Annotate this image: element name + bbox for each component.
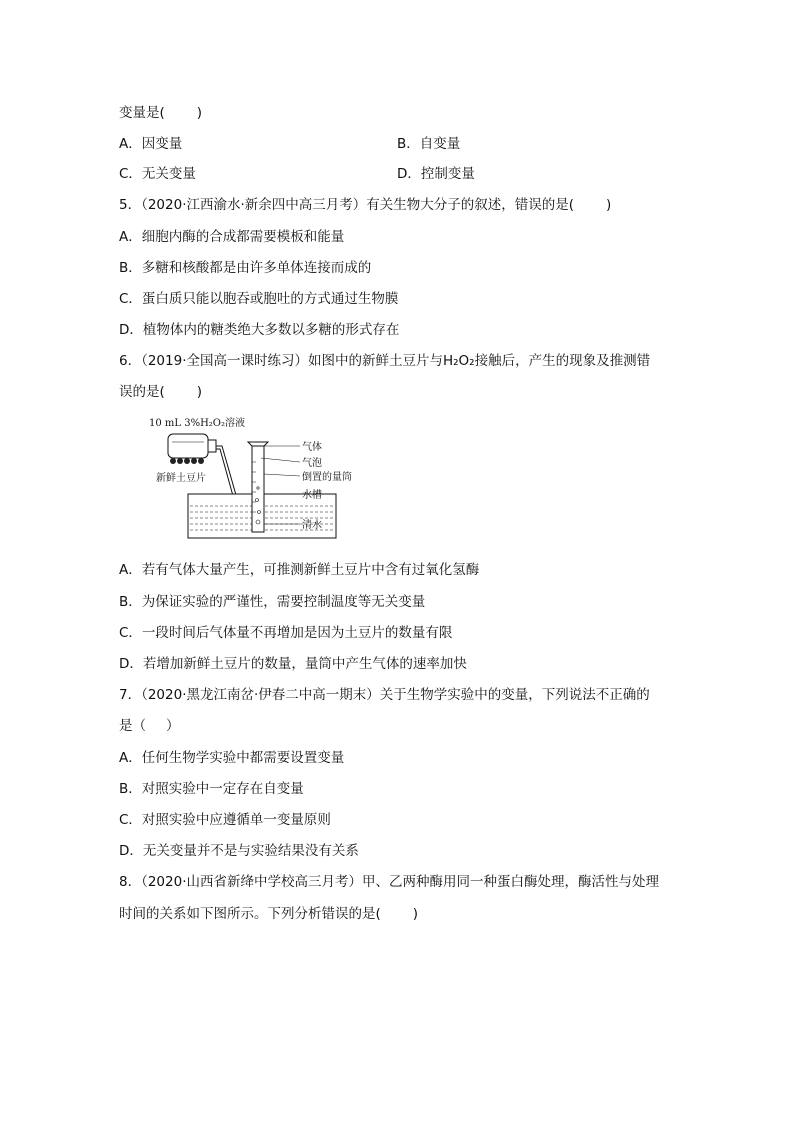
q4-option-d: D．控制变量 [397, 166, 475, 182]
q8-stem-line1: 8．（2020·山西省新绛中学校高三月考）甲、乙两种酶用同一种蛋白酶处理，酶活性与处理 [119, 874, 659, 890]
q7-option-b: B．对照实验中一定存在自变量 [119, 781, 304, 797]
q7-stem-line2: 是（ ） [119, 718, 180, 734]
figure-label-water: 清水 [302, 520, 322, 531]
q6-option-b: B．为保证实验的严谨性，需要控制温度等无关变量 [119, 594, 426, 610]
q5-stem: 5．（2020·江西渝水·新余四中高三月考）有关生物大分子的叙述，错误的是( ) [119, 197, 612, 213]
figure-label-gas: 气体 [302, 442, 322, 453]
q5-option-a: A．细胞内酶的合成都需要模板和能量 [119, 229, 345, 245]
q6-stem-line1: 6．（2019·全国高一课时练习）如图中的新鲜土豆片与H₂O₂接触后，产生的现象及推测错 [119, 353, 651, 369]
figure-label-bubble: 气泡 [302, 458, 322, 469]
q5-option-b: B．多糖和核酸都是由许多单体连接而成的 [119, 260, 372, 276]
q7-option-d: D．无关变量并不是与实验结果没有关系 [119, 843, 359, 859]
q8-stem-line2: 时间的关系如下图所示。下列分析错误的是( ) [119, 906, 419, 922]
figure-label-cylinder: 倒置的量筒 [302, 472, 352, 483]
experiment-figure [140, 412, 360, 542]
bottle-neck [208, 440, 216, 452]
q6-stem-line2: 误的是( ) [119, 384, 203, 400]
figure-label-h2o2: 10 mL 3%H₂O₂溶液 [149, 418, 246, 429]
potato-slices [170, 458, 204, 464]
bottle-body [168, 434, 208, 458]
q4-option-c: C．无关变量 [119, 166, 196, 182]
q4-option-b: B．自变量 [397, 136, 461, 152]
q5-option-d: D．植物体内的糖类绝大多数以多糖的形式存在 [119, 322, 400, 338]
figure-label-tank: 水槽 [302, 490, 322, 501]
q7-stem-line1: 7．（2020·黑龙江南岔·伊春二中高一期末）关于生物学实验中的变量，下列说法不正确的 [119, 687, 650, 703]
q6-option-c: C．一段时间后气体量不再增加是因为土豆片的数量有限 [119, 625, 453, 641]
q7-option-c: C．对照实验中应遵循单一变量原则 [119, 812, 331, 828]
q4-option-a: A．因变量 [119, 136, 183, 152]
figure-label-potato: 新鲜土豆片 [156, 473, 206, 484]
q7-option-a: A．任何生物学实验中都需要设置变量 [119, 750, 345, 766]
q6-option-a: A．若有气体大量产生，可推测新鲜土豆片中含有过氧化氢酶 [119, 562, 480, 578]
q5-option-c: C．蛋白质只能以胞吞或胞吐的方式通过生物膜 [119, 291, 399, 307]
q4-stem-tail: 变量是( ) [119, 105, 203, 121]
q6-option-d: D．若增加新鲜土豆片的数量，量筒中产生气体的速率加快 [119, 656, 467, 672]
